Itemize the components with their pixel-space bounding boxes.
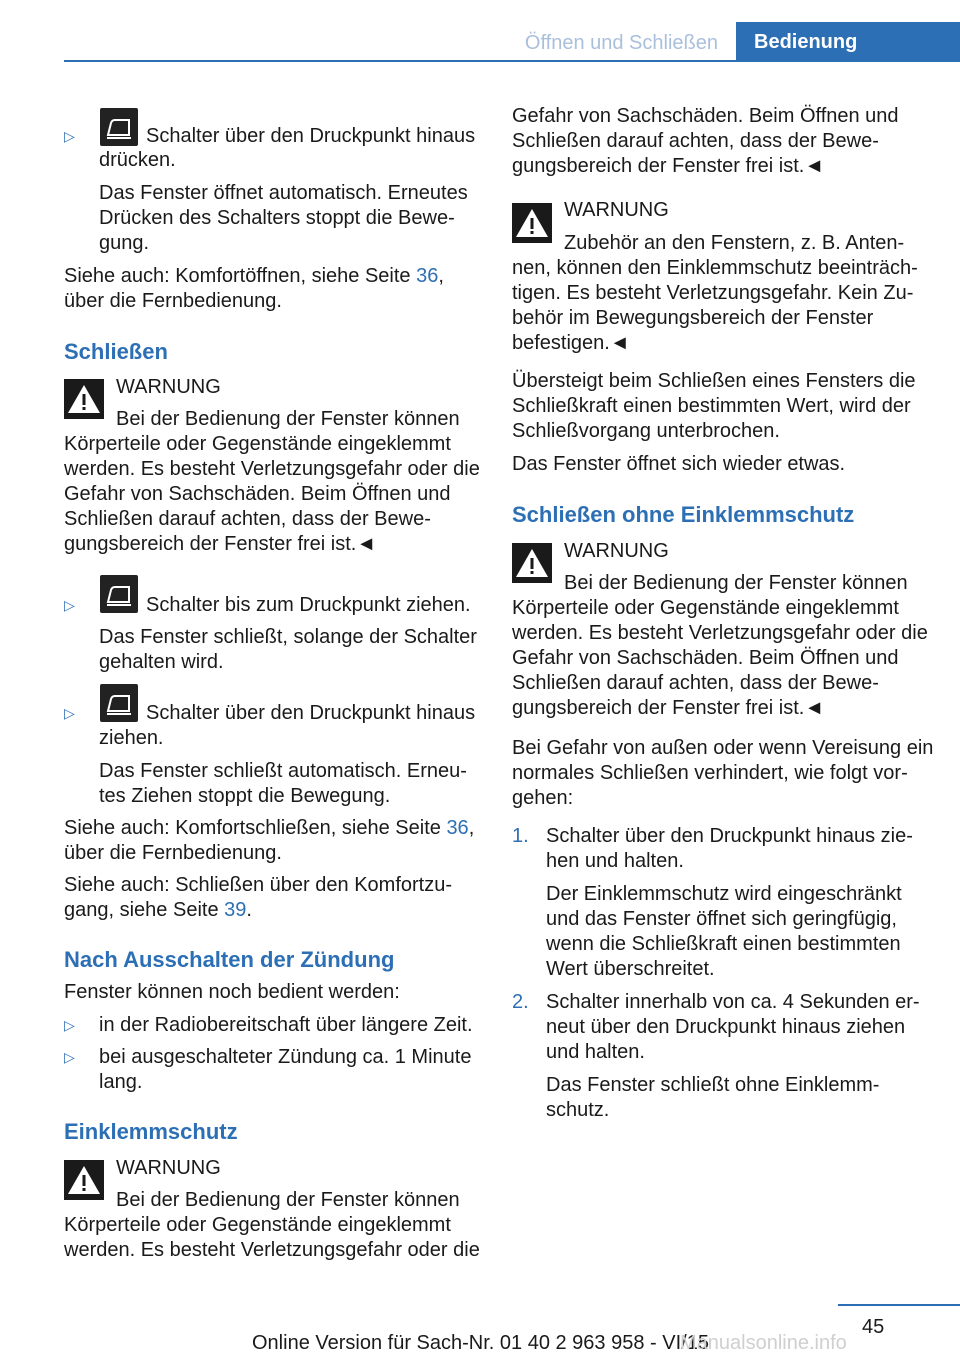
- bullet-arrow-icon: ▷: [64, 705, 75, 721]
- step-number: 1.: [512, 825, 529, 847]
- warning-line: gungsbereich der Fenster frei ist.◄: [512, 697, 825, 719]
- warning-cont-line: Gefahr von Sachschäden. Beim Öffnen und: [512, 105, 899, 127]
- warning-triangle-icon: [64, 379, 104, 419]
- warning-line: Körperteile oder Gegenstände eingeklemmt: [512, 597, 899, 619]
- warning-triangle-icon: [512, 543, 552, 583]
- page-number: 45: [862, 1316, 885, 1338]
- warning-line: befestigen.◄: [512, 332, 630, 354]
- paragraph-line: Bei Gefahr von außen oder wenn Vereisung ein: [512, 737, 934, 759]
- warning-line: Bei der Bedienung der Fenster können: [116, 1189, 460, 1211]
- warning-title: WARNUNG: [116, 1157, 221, 1179]
- seealso-comfort-open: Siehe auch: Komfortöffnen, siehe Seite 36,: [64, 265, 444, 287]
- heading-ohne-einklemmschutz: Schließen ohne Einklemmschutz: [512, 502, 855, 527]
- step-line: hen und halten.: [546, 850, 684, 872]
- step-number: 2.: [512, 991, 529, 1013]
- item1-desc-line: gung.: [99, 232, 150, 254]
- item3-desc-line: tes Ziehen stoppt die Bewegung.: [99, 785, 391, 807]
- seealso-line: über die Fernbedienung.: [64, 842, 282, 864]
- page-link[interactable]: 36: [416, 265, 439, 287]
- warning-line: Gefahr von Sachschäden. Beim Öffnen und: [64, 483, 451, 505]
- item2-desc-line: gehalten wird.: [99, 651, 224, 673]
- step-line: und halten.: [546, 1041, 645, 1063]
- item3-desc-line: Das Fenster schließt automatisch. Erneu-: [99, 760, 467, 782]
- footer-watermark: Manualsonline.info: [680, 1332, 847, 1354]
- seealso-comfort-access: gang, siehe Seite 39.: [64, 899, 252, 921]
- item1-text: Schalter über den Druckpunkt hinaus: [146, 125, 476, 147]
- warning-line: Bei der Bedienung der Fenster können: [116, 408, 460, 430]
- footer-rule: [838, 1304, 960, 1306]
- page-link[interactable]: 36: [446, 817, 469, 839]
- step-line: Schalter über den Druckpunkt hinaus zie-: [546, 825, 913, 847]
- step-desc-line: Der Einklemmschutz wird eingeschränkt: [546, 883, 902, 905]
- warning-triangle-icon: [512, 203, 552, 243]
- warning-line: behör im Bewegungsbereich der Fenster: [512, 307, 874, 329]
- step-line: neut über den Druckpunkt hinaus ziehen: [546, 1016, 906, 1038]
- item1-desc-line: Das Fenster öffnet automatisch. Erneutes: [99, 182, 468, 204]
- heading-schliessen: Schließen: [64, 339, 168, 364]
- step-desc-line: Wert überschreitet.: [546, 958, 715, 980]
- paragraph-line: Schließkraft einen bestimmten Wert, wird der: [512, 395, 911, 417]
- item2-desc-line: Das Fenster schließt, solange der Schalter: [99, 626, 477, 648]
- heading-nach-ausschalten: Nach Ausschalten der Zündung: [64, 947, 395, 972]
- bullet-arrow-icon: ▷: [64, 128, 75, 144]
- warning-line: Schließen darauf achten, dass der Bewe-: [64, 508, 431, 530]
- heading-einklemmschutz: Einklemmschutz: [64, 1119, 238, 1144]
- seealso-comfort-close: Siehe auch: Komfortschließen, siehe Seite 36,: [64, 817, 475, 839]
- warning-title: WARNUNG: [116, 376, 221, 398]
- seealso-line: über die Fernbedienung.: [64, 290, 282, 312]
- step-desc-line: wenn die Schließkraft einen bestimmten: [546, 933, 901, 955]
- step-desc-line: und das Fenster öffnet sich geringfügig,: [546, 908, 897, 930]
- window-switch-icon: [100, 684, 138, 722]
- header-section-title: Öffnen und Schließen: [524, 32, 718, 54]
- bullet-arrow-icon: ▷: [64, 1049, 75, 1065]
- item3-cont: ziehen.: [99, 727, 164, 749]
- header-chapter-tab: Bedienung: [736, 22, 960, 62]
- page-link[interactable]: 39: [224, 899, 247, 921]
- warning-title: WARNUNG: [564, 540, 669, 562]
- warning-cont-line: Schließen darauf achten, dass der Bewe-: [512, 130, 879, 152]
- warning-line: Gefahr von Sachschäden. Beim Öffnen und: [512, 647, 899, 669]
- zuendung-intro: Fenster können noch bedient werden:: [64, 981, 400, 1003]
- warning-line: tigen. Es besteht Verletzungsgefahr. Kein Zu-: [512, 282, 914, 304]
- seealso-line: Siehe auch: Schließen über den Komfortzu-: [64, 874, 452, 896]
- warning-line: Schließen darauf achten, dass der Bewe-: [512, 672, 879, 694]
- paragraph-line: Schließvorgang unterbrochen.: [512, 420, 780, 442]
- warning-line: Zubehör an den Fenstern, z. B. Anten-: [564, 232, 905, 254]
- warning-line: werden. Es besteht Verletzungsgefahr oder die: [64, 458, 480, 480]
- paragraph-line: normales Schließen verhindert, wie folgt vor-: [512, 762, 908, 784]
- paragraph-line: Das Fenster öffnet sich wieder etwas.: [512, 453, 846, 475]
- item1-cont: drücken.: [99, 149, 176, 171]
- item2-text: Schalter bis zum Druckpunkt ziehen.: [146, 594, 471, 616]
- warning-line: werden. Es besteht Verletzungsgefahr oder die: [64, 1239, 480, 1261]
- warning-line: gungsbereich der Fenster frei ist.◄: [64, 533, 377, 555]
- paragraph-line: Übersteigt beim Schließen eines Fensters die: [512, 370, 916, 392]
- list-item: bei ausgeschalteter Zündung ca. 1 Minute: [99, 1046, 472, 1068]
- warning-cont-line: gungsbereich der Fenster frei ist.◄: [512, 155, 825, 177]
- warning-line: Bei der Bedienung der Fenster können: [564, 572, 908, 594]
- warning-title: WARNUNG: [564, 199, 669, 221]
- step-line: Schalter innerhalb von ca. 4 Sekunden er-: [546, 991, 920, 1013]
- item1-desc-line: Drücken des Schalters stoppt die Bewe-: [99, 207, 455, 229]
- warning-triangle-icon: [64, 1160, 104, 1200]
- window-switch-icon: [100, 108, 138, 146]
- list-item-cont: lang.: [99, 1071, 143, 1093]
- item3-text: Schalter über den Druckpunkt hinaus: [146, 702, 476, 724]
- bullet-arrow-icon: ▷: [64, 1017, 75, 1033]
- header-rule: [64, 60, 960, 62]
- warning-line: Körperteile oder Gegenstände eingeklemmt: [64, 1214, 451, 1236]
- bullet-arrow-icon: ▷: [64, 597, 75, 613]
- window-switch-icon: [100, 575, 138, 613]
- warning-line: Körperteile oder Gegenstände eingeklemmt: [64, 433, 451, 455]
- step-desc-line: schutz.: [546, 1099, 610, 1121]
- paragraph-line: gehen:: [512, 787, 574, 809]
- footer-version-text: Online Version für Sach-Nr. 01 40 2 963 958 - VI/15: [252, 1332, 709, 1354]
- step-desc-line: Das Fenster schließt ohne Einklemm-: [546, 1074, 880, 1096]
- warning-line: nen, können den Einklemmschutz beeinträch-: [512, 257, 918, 279]
- list-item: in der Radiobereitschaft über längere Zeit.: [99, 1014, 473, 1036]
- warning-line: werden. Es besteht Verletzungsgefahr oder die: [512, 622, 928, 644]
